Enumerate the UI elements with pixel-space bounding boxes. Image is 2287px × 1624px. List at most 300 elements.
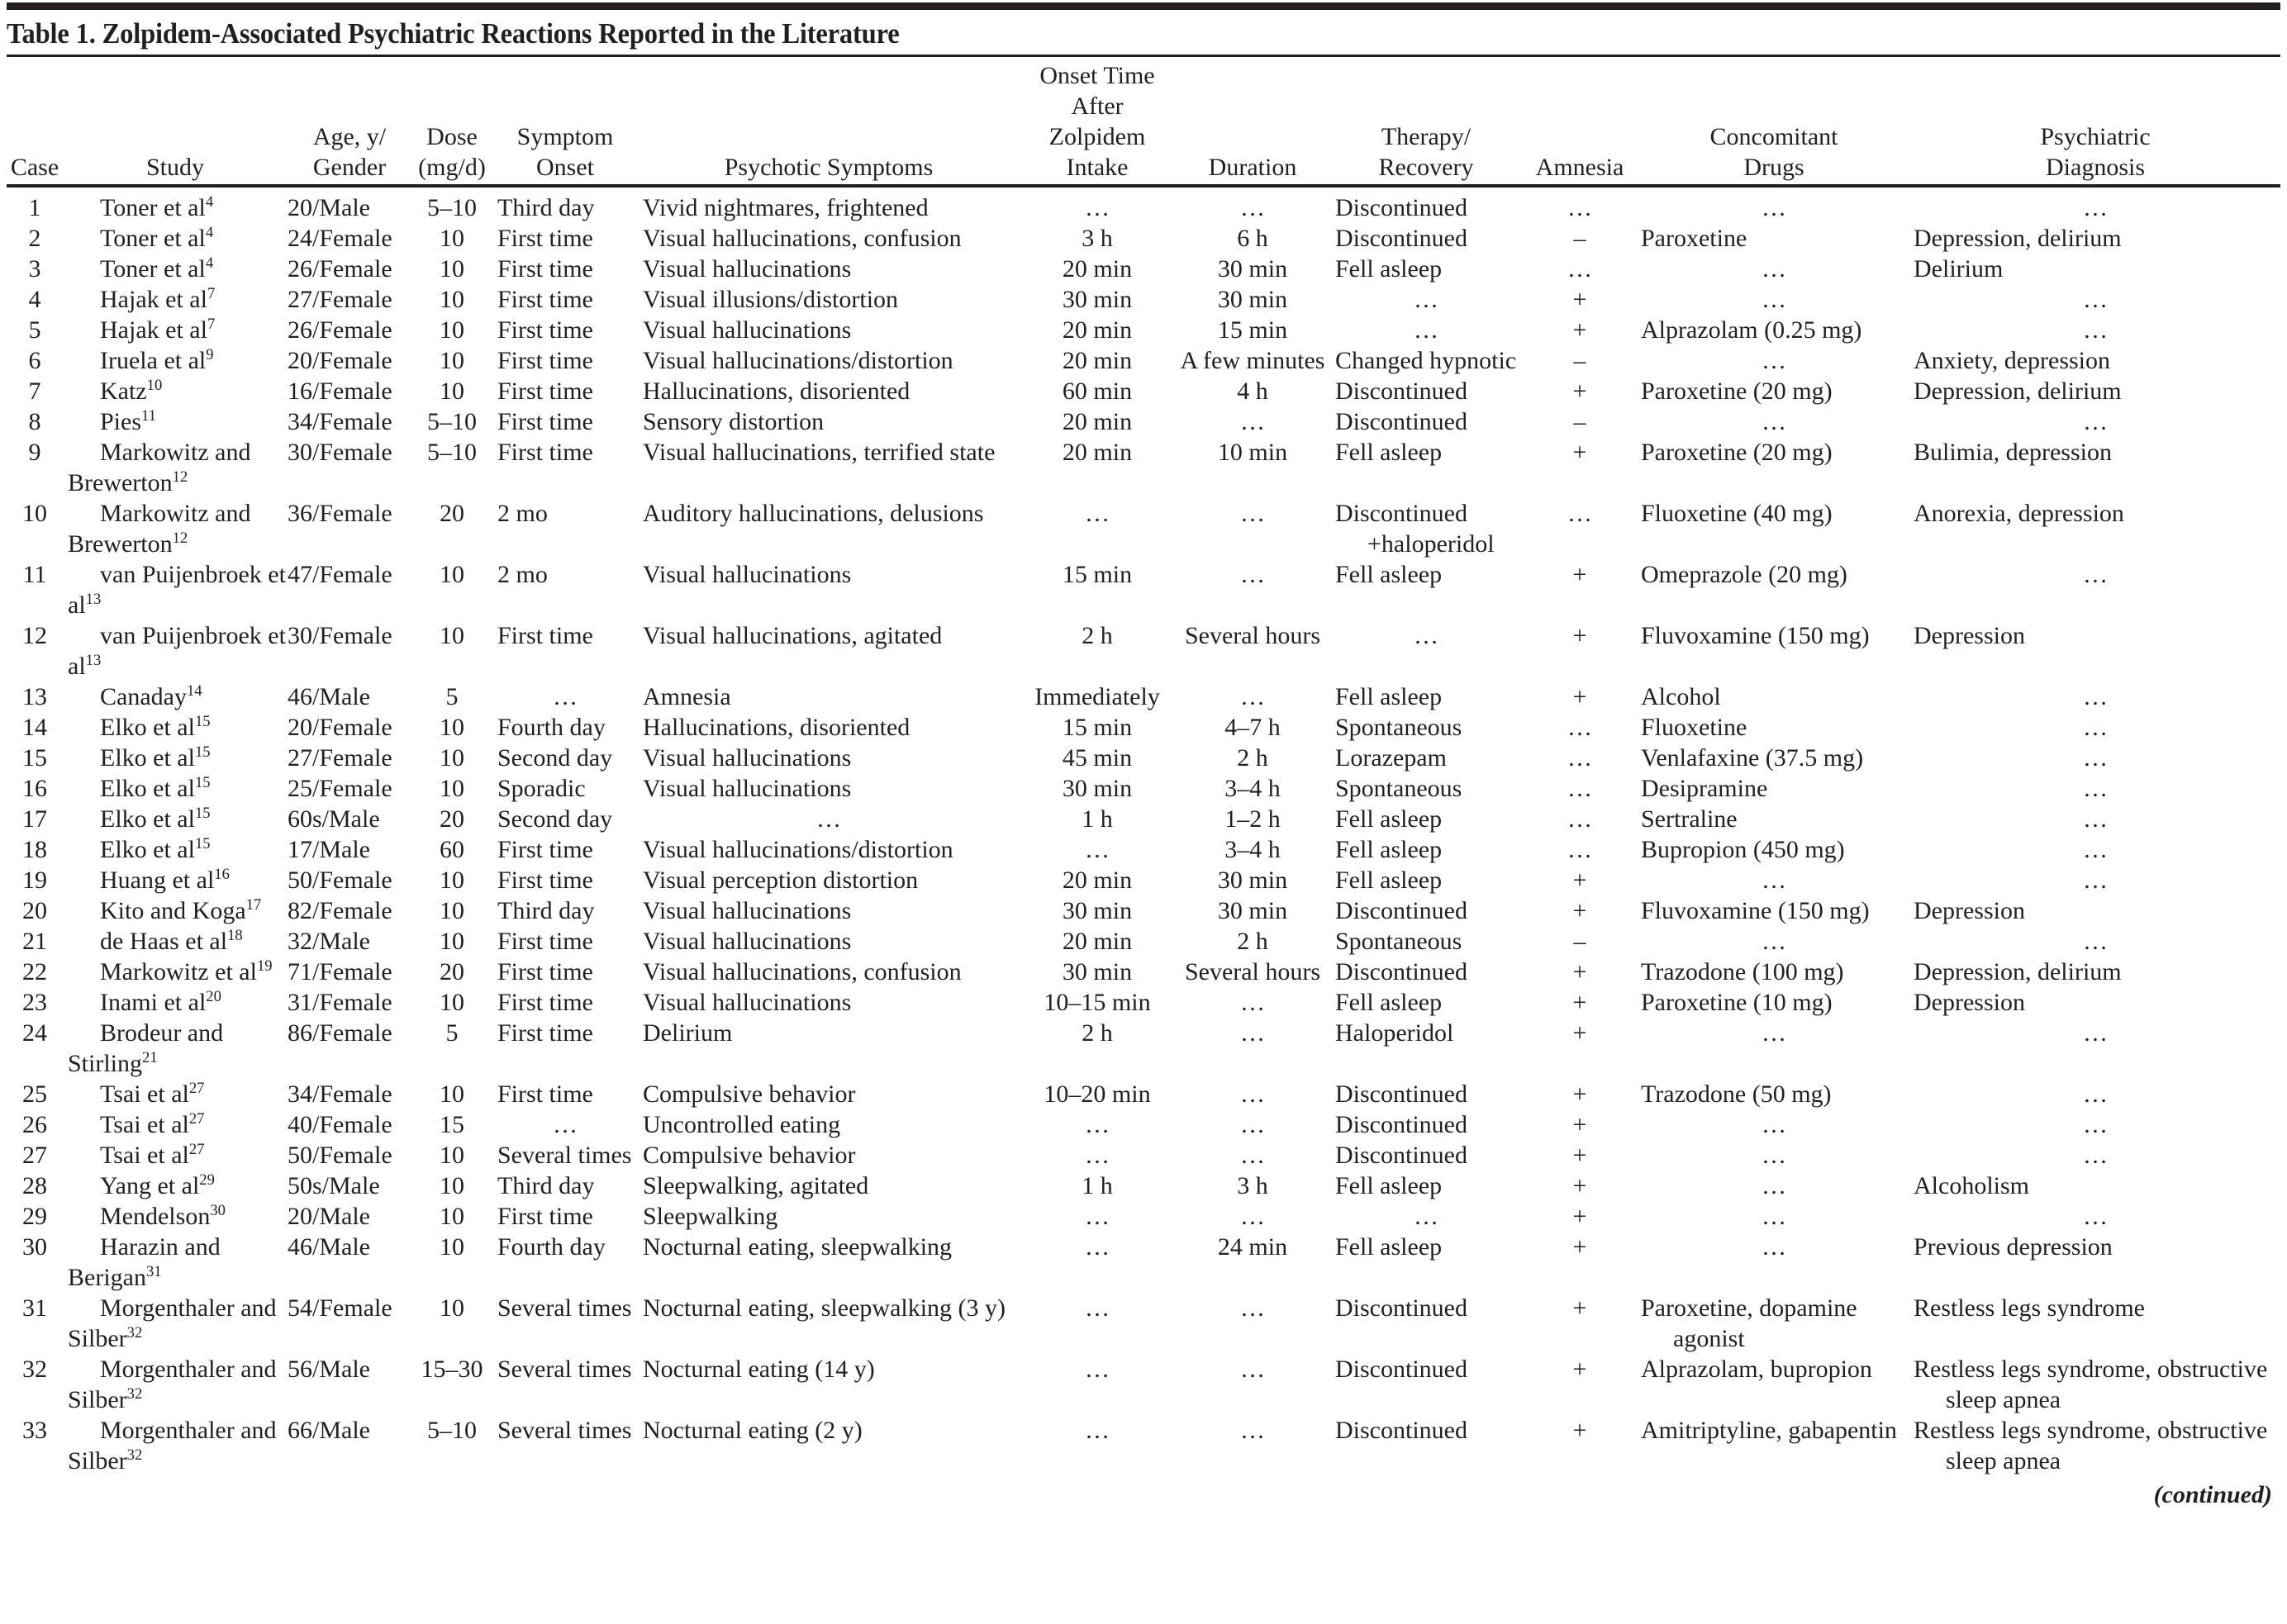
cell-dose [411,1140,492,1171]
cell-onset-time-text: 20 min [1062,439,1133,466]
cell-psychotic-symptoms-text: Nocturnal eating (14 y) [643,1356,875,1383]
cell-onset-time [1020,1293,1175,1354]
cell-dose-text: 10 [440,316,464,344]
cell-symptom-onset-text: First time [497,928,593,955]
table-row [7,834,2280,865]
cell-study [63,681,288,712]
cell-age-gender [288,1018,411,1079]
cell-symptom-onset-text: First time [497,255,593,283]
cell-case [7,284,63,315]
table-row [7,712,2280,743]
cell-age-gender-text: 54/Female [288,1294,392,1322]
cell-case [7,1018,63,1079]
cell-dose-text: 10 [440,347,464,374]
cell-onset-time-text: … [1085,500,1110,527]
cell-psychiatric-diagnosis-text: Restless legs syndrome [1914,1294,2145,1322]
cell-amnesia-text: – [1573,225,1586,252]
cell-psychiatric-diagnosis [1910,1079,2280,1109]
cell-psychotic-symptoms-text: Auditory hallucinations, delusions [643,500,984,527]
cell-study [63,712,288,743]
cell-concomitant-drugs-text: … [1762,1111,1786,1138]
cell-psychiatric-diagnosis-text: Depression, delirium [1914,958,2122,985]
cell-duration-text: 3–4 h [1224,775,1281,802]
cell-case [7,1293,63,1354]
reference-superscript: 7 [207,284,216,302]
cell-age-gender [288,498,411,559]
cell-age-gender [288,437,411,498]
cell-therapy-recovery-text: Discontinued [1335,1142,1467,1169]
cell-therapy-recovery-text: Discontinued [1335,194,1467,221]
cell-symptom-onset [492,895,638,926]
header-psychotic-symptoms: Psychotic Symptoms [638,57,1020,186]
cell-dose-text: 5–10 [427,1417,477,1444]
cell-symptom-onset [492,1109,638,1140]
cell-case [7,406,63,437]
cell-duration-text: 30 min [1217,897,1288,924]
cell-symptom-onset [492,345,638,376]
cell-therapy-recovery [1330,1109,1522,1140]
reference-superscript: 15 [194,804,211,822]
cell-case [7,315,63,345]
cell-dose-text: 20 [440,805,464,833]
cell-concomitant-drugs [1638,498,1910,559]
cell-dose [411,437,492,498]
cell-duration [1175,498,1330,559]
cell-psychotic-symptoms-text: Visual hallucinations/distortion [643,347,953,374]
cell-duration [1175,345,1330,376]
cell-duration [1175,712,1330,743]
cell-dose-text: 10 [440,867,464,894]
cell-duration [1175,559,1330,620]
cell-therapy-recovery-text: Lorazepam [1335,744,1447,772]
header-dose: Dose (mg/d) [411,57,492,186]
cell-symptom-onset [492,1079,638,1109]
cell-onset-time [1020,926,1175,957]
cell-therapy-recovery [1330,376,1522,406]
cell-psychiatric-diagnosis [1910,743,2280,773]
cell-case-text: 19 [22,867,47,894]
cell-concomitant-drugs [1638,620,1910,681]
cell-psychotic-symptoms [638,437,1020,498]
cell-onset-time-text: 1 h [1082,1172,1113,1199]
cell-symptom-onset-text: First time [497,989,593,1016]
reference-superscript: 27 [188,1079,205,1097]
table-row [7,773,2280,804]
cell-psychiatric-diagnosis [1910,1415,2280,1476]
cell-therapy-recovery-text: Fell asleep [1335,561,1443,588]
cell-duration-text: … [1240,408,1265,435]
cell-duration [1175,1171,1330,1201]
cell-psychotic-symptoms [638,712,1020,743]
cell-onset-time-text: 2 h [1082,1019,1113,1047]
cell-symptom-onset-text: First time [497,225,593,252]
cell-study-text: Inami et al [100,989,207,1016]
cell-age-gender-text: 56/Male [288,1356,370,1383]
cell-symptom-onset [492,437,638,498]
cell-therapy-recovery [1330,284,1522,315]
cell-concomitant-drugs [1638,957,1910,987]
cell-psychotic-symptoms [638,1415,1020,1476]
cell-duration-text: … [1240,1142,1265,1169]
cell-psychiatric-diagnosis-text: Depression [1914,989,2025,1016]
cell-amnesia-text: … [1567,836,1592,863]
cell-symptom-onset [492,376,638,406]
cell-duration [1175,1354,1330,1415]
cell-symptom-onset-text: First time [497,958,593,985]
cell-dose [411,773,492,804]
cell-symptom-onset [492,284,638,315]
header-amnesia: Amnesia [1522,57,1638,186]
cell-concomitant-drugs-text: Paroxetine (20 mg) [1641,378,1833,405]
cell-study-text: de Haas et al [100,928,228,955]
cell-study-text: Kito and Koga [100,897,246,924]
reference-superscript: 30 [210,1201,226,1219]
cell-onset-time-text: … [1085,194,1110,221]
cell-therapy-recovery [1330,926,1522,957]
cell-psychotic-symptoms-text: Visual hallucinations [643,316,852,344]
cell-amnesia-text: + [1572,1417,1587,1444]
cell-duration [1175,1018,1330,1079]
cell-therapy-recovery [1330,345,1522,376]
cell-therapy-recovery-text: Fell asleep [1335,836,1443,863]
cell-concomitant-drugs [1638,1415,1910,1476]
reference-superscript: 29 [199,1171,215,1189]
cell-study-text: van Puijenbroek et al [68,561,286,619]
cell-duration-text: 30 min [1217,867,1288,894]
cell-psychiatric-diagnosis [1910,498,2280,559]
cell-symptom-onset [492,987,638,1018]
cell-duration [1175,865,1330,895]
cell-age-gender-text: 82/Female [288,897,392,924]
cell-amnesia-text: … [1567,255,1592,283]
cell-therapy-recovery-text: Fell asleep [1335,805,1443,833]
cell-age-gender [288,926,411,957]
cell-amnesia-text: + [1572,1019,1587,1047]
cell-amnesia [1522,254,1638,284]
cell-symptom-onset-text: 2 mo [497,561,548,588]
cell-age-gender-text: 36/Female [288,500,392,527]
cell-therapy-recovery-text: Fell asleep [1335,867,1443,894]
cell-case [7,1201,63,1232]
cell-onset-time-text: 20 min [1062,928,1133,955]
cell-study [63,315,288,345]
cell-case-text: 17 [22,805,47,833]
cell-psychotic-symptoms [638,957,1020,987]
cell-study-text: Canaday [100,683,187,710]
cell-therapy-recovery-text: Fell asleep [1335,1233,1443,1261]
cell-study-text: Elko et al [100,714,195,741]
cell-psychiatric-diagnosis [1910,1232,2280,1293]
cell-study-text: Hajak et al [100,286,207,313]
cell-study-text: Toner et al [100,255,206,283]
cell-psychotic-symptoms-text: Nocturnal eating, sleepwalking [643,1233,953,1261]
cell-dose-text: 10 [440,744,464,772]
cell-dose [411,743,492,773]
cell-therapy-recovery [1330,1018,1522,1079]
cell-amnesia-text: – [1573,928,1586,955]
cell-concomitant-drugs-text: Sertraline [1641,805,1738,833]
cell-case-text: 4 [28,286,41,313]
header-concomitant-drugs: Concomitant Drugs [1638,57,1910,186]
cell-age-gender-text: 50/Female [288,1142,392,1169]
cell-therapy-recovery [1330,865,1522,895]
cell-study-text: Huang et al [100,867,215,894]
cell-psychiatric-diagnosis [1910,376,2280,406]
cell-amnesia-text: … [1567,194,1592,221]
table-row [7,315,2280,345]
cell-psychiatric-diagnosis-text: Depression [1914,897,2025,924]
cell-case-text: 23 [22,989,47,1016]
cell-amnesia-text: + [1572,622,1587,649]
cell-symptom-onset-text: 2 mo [497,500,548,527]
cell-symptom-onset-text: Several times [497,1142,632,1169]
cell-onset-time-text: … [1085,1417,1110,1444]
cell-case-text: 27 [22,1142,47,1169]
cell-case-text: 20 [22,897,47,924]
cell-therapy-recovery-text: Discontinued [1335,1356,1467,1383]
cell-psychotic-symptoms [638,1079,1020,1109]
cell-psychotic-symptoms [638,1171,1020,1201]
cell-concomitant-drugs [1638,1109,1910,1140]
cell-therapy-recovery-text: Fell asleep [1335,255,1443,283]
cell-psychiatric-diagnosis-text: … [2083,1111,2108,1138]
cell-psychotic-symptoms-text: Amnesia [643,683,731,710]
reference-superscript: 20 [206,987,221,1005]
cell-study [63,1079,288,1109]
cell-case-text: 8 [28,408,41,435]
cell-study [63,1415,288,1476]
cell-duration [1175,895,1330,926]
cell-psychiatric-diagnosis [1910,834,2280,865]
cell-study [63,437,288,498]
cell-study [63,1232,288,1293]
cell-case [7,437,63,498]
cell-dose-text: 10 [440,255,464,283]
cell-concomitant-drugs [1638,1079,1910,1109]
cell-duration [1175,254,1330,284]
cell-study [63,376,288,406]
cell-amnesia-text: + [1572,286,1587,313]
cell-duration-text: … [1240,1356,1265,1383]
cell-therapy-recovery [1330,804,1522,834]
cell-case [7,926,63,957]
cell-amnesia [1522,437,1638,498]
cell-case-text: 14 [22,714,47,741]
cell-study [63,1293,288,1354]
cell-concomitant-drugs [1638,681,1910,712]
cell-dose-text: 10 [440,714,464,741]
cell-onset-time [1020,1201,1175,1232]
table-row [7,620,2280,681]
cell-therapy-recovery-text: Discontinued [1335,897,1467,924]
cell-study [63,254,288,284]
table-row [7,1415,2280,1476]
cell-onset-time-text: 20 min [1062,408,1133,435]
cell-onset-time [1020,186,1175,223]
cell-symptom-onset-text: … [553,1111,578,1138]
cell-psychiatric-diagnosis [1910,804,2280,834]
cell-onset-time-text: … [1085,1356,1110,1383]
cell-psychiatric-diagnosis [1910,1109,2280,1140]
cell-age-gender-text: 20/Female [288,347,392,374]
reference-superscript: 10 [146,376,163,394]
cell-onset-time [1020,712,1175,743]
cell-age-gender-text: 20/Female [288,714,392,741]
cell-case [7,1109,63,1140]
reference-superscript: 7 [207,315,216,333]
cell-amnesia [1522,1018,1638,1079]
cell-therapy-recovery-text: Fell asleep [1335,683,1443,710]
cell-dose [411,865,492,895]
cell-therapy-recovery-text: … [1414,622,1438,649]
cell-psychotic-symptoms-text: Visual hallucinations, confusion [643,225,962,252]
cell-study-text: Hajak et al [100,316,207,344]
cell-dose [411,834,492,865]
cell-onset-time [1020,406,1175,437]
cell-dose [411,1079,492,1109]
table-row [7,681,2280,712]
cell-onset-time [1020,804,1175,834]
cell-case-text: 30 [22,1233,47,1261]
cell-amnesia [1522,1109,1638,1140]
cell-amnesia [1522,1171,1638,1201]
table-row [7,1018,2280,1079]
cell-amnesia-text: + [1572,561,1587,588]
cell-psychiatric-diagnosis-text: … [2083,775,2108,802]
cell-symptom-onset [492,773,638,804]
cell-symptom-onset-text: Second day [497,744,613,772]
cell-psychotic-symptoms [638,376,1020,406]
cell-duration-text: 4 h [1237,378,1268,405]
cell-duration [1175,1079,1330,1109]
cell-psychotic-symptoms-text: Delirium [643,1019,733,1047]
cell-dose [411,1293,492,1354]
cell-therapy-recovery-text: Spontaneous [1335,714,1462,741]
cell-case-text: 33 [22,1417,47,1444]
cell-symptom-onset [492,712,638,743]
cell-case [7,1232,63,1293]
cell-duration-text: Several hours [1184,958,1321,985]
cell-concomitant-drugs-text: Venlafaxine (37.5 mg) [1641,744,1864,772]
cell-symptom-onset-text: First time [497,867,593,894]
cell-duration-text: … [1240,1111,1265,1138]
cell-age-gender-text: 16/Female [288,378,392,405]
cell-study [63,1140,288,1171]
cell-therapy-recovery [1330,186,1522,223]
cell-study [63,1201,288,1232]
reference-superscript: 14 [186,681,202,700]
cell-study-text: Morgenthaler and Silber [68,1294,277,1352]
cell-psychiatric-diagnosis-text: … [2083,744,2108,772]
cell-therapy-recovery-text: Spontaneous [1335,928,1462,955]
cell-onset-time-text: Immediately [1034,683,1160,710]
cell-psychotic-symptoms-text: Visual hallucinations [643,775,852,802]
cell-concomitant-drugs [1638,773,1910,804]
cell-duration [1175,926,1330,957]
cell-concomitant-drugs-text: Trazodone (50 mg) [1641,1080,1832,1108]
cell-onset-time [1020,223,1175,254]
cell-amnesia-text: + [1572,378,1587,405]
cell-concomitant-drugs-text: … [1762,1142,1786,1169]
reference-superscript: 12 [172,529,188,547]
cell-age-gender-text: 20/Male [288,1203,370,1230]
cell-symptom-onset [492,315,638,345]
cell-study [63,498,288,559]
cell-psychiatric-diagnosis [1910,987,2280,1018]
cell-study [63,773,288,804]
cell-duration-text: … [1240,500,1265,527]
cell-duration-text: … [1240,1203,1265,1230]
cell-therapy-recovery-text: Discontinued [1335,408,1467,435]
cell-psychotic-symptoms [638,834,1020,865]
cell-amnesia-text: … [1567,775,1592,802]
cell-amnesia [1522,376,1638,406]
cell-case-text: 28 [22,1172,47,1199]
cell-case-text: 21 [22,928,47,955]
reference-superscript: 9 [206,345,214,363]
cell-duration [1175,1109,1330,1140]
cell-age-gender [288,1201,411,1232]
cell-symptom-onset-text: Fourth day [497,1233,606,1261]
reference-superscript: 12 [172,468,188,486]
cell-therapy-recovery [1330,895,1522,926]
cell-duration [1175,620,1330,681]
cell-psychotic-symptoms [638,743,1020,773]
cell-symptom-onset [492,1232,638,1293]
cell-psychotic-symptoms [638,895,1020,926]
cell-concomitant-drugs [1638,406,1910,437]
cell-concomitant-drugs-text: … [1762,286,1786,313]
table-row [7,223,2280,254]
reference-superscript: 17 [245,895,262,914]
cell-psychotic-symptoms-text: Compulsive behavior [643,1080,856,1108]
cell-amnesia-text: + [1572,958,1587,985]
cell-case-text: 3 [28,255,41,283]
cell-amnesia-text: + [1572,439,1587,466]
cell-amnesia [1522,743,1638,773]
cell-psychotic-symptoms-text: Visual hallucinations [643,255,852,283]
cell-concomitant-drugs-text: … [1762,1019,1786,1047]
cell-psychotic-symptoms [638,1140,1020,1171]
cell-psychotic-symptoms [638,406,1020,437]
cell-dose [411,223,492,254]
table-row [7,1140,2280,1171]
cell-age-gender-text: 86/Female [288,1019,392,1047]
cell-age-gender-text: 71/Female [288,958,392,985]
cell-case-text: 16 [22,775,47,802]
cell-concomitant-drugs [1638,559,1910,620]
cell-case [7,345,63,376]
reference-superscript: 27 [188,1140,205,1158]
cell-therapy-recovery-text: … [1414,1203,1438,1230]
cell-age-gender-text: 46/Male [288,683,370,710]
cell-age-gender [288,895,411,926]
cell-age-gender [288,620,411,681]
cell-therapy-recovery [1330,1140,1522,1171]
cell-therapy-recovery [1330,559,1522,620]
cell-therapy-recovery [1330,957,1522,987]
table-row [7,865,2280,895]
header-therapy-recovery: Therapy/ Recovery [1330,57,1522,186]
cell-concomitant-drugs [1638,223,1910,254]
cell-age-gender [288,315,411,345]
cell-psychotic-symptoms [638,1201,1020,1232]
header-row [7,57,2280,186]
reference-superscript: 13 [85,651,102,669]
cell-onset-time-text: … [1085,836,1110,863]
cell-psychotic-symptoms [638,186,1020,223]
cell-therapy-recovery-text: Discontinued [1335,1080,1467,1108]
